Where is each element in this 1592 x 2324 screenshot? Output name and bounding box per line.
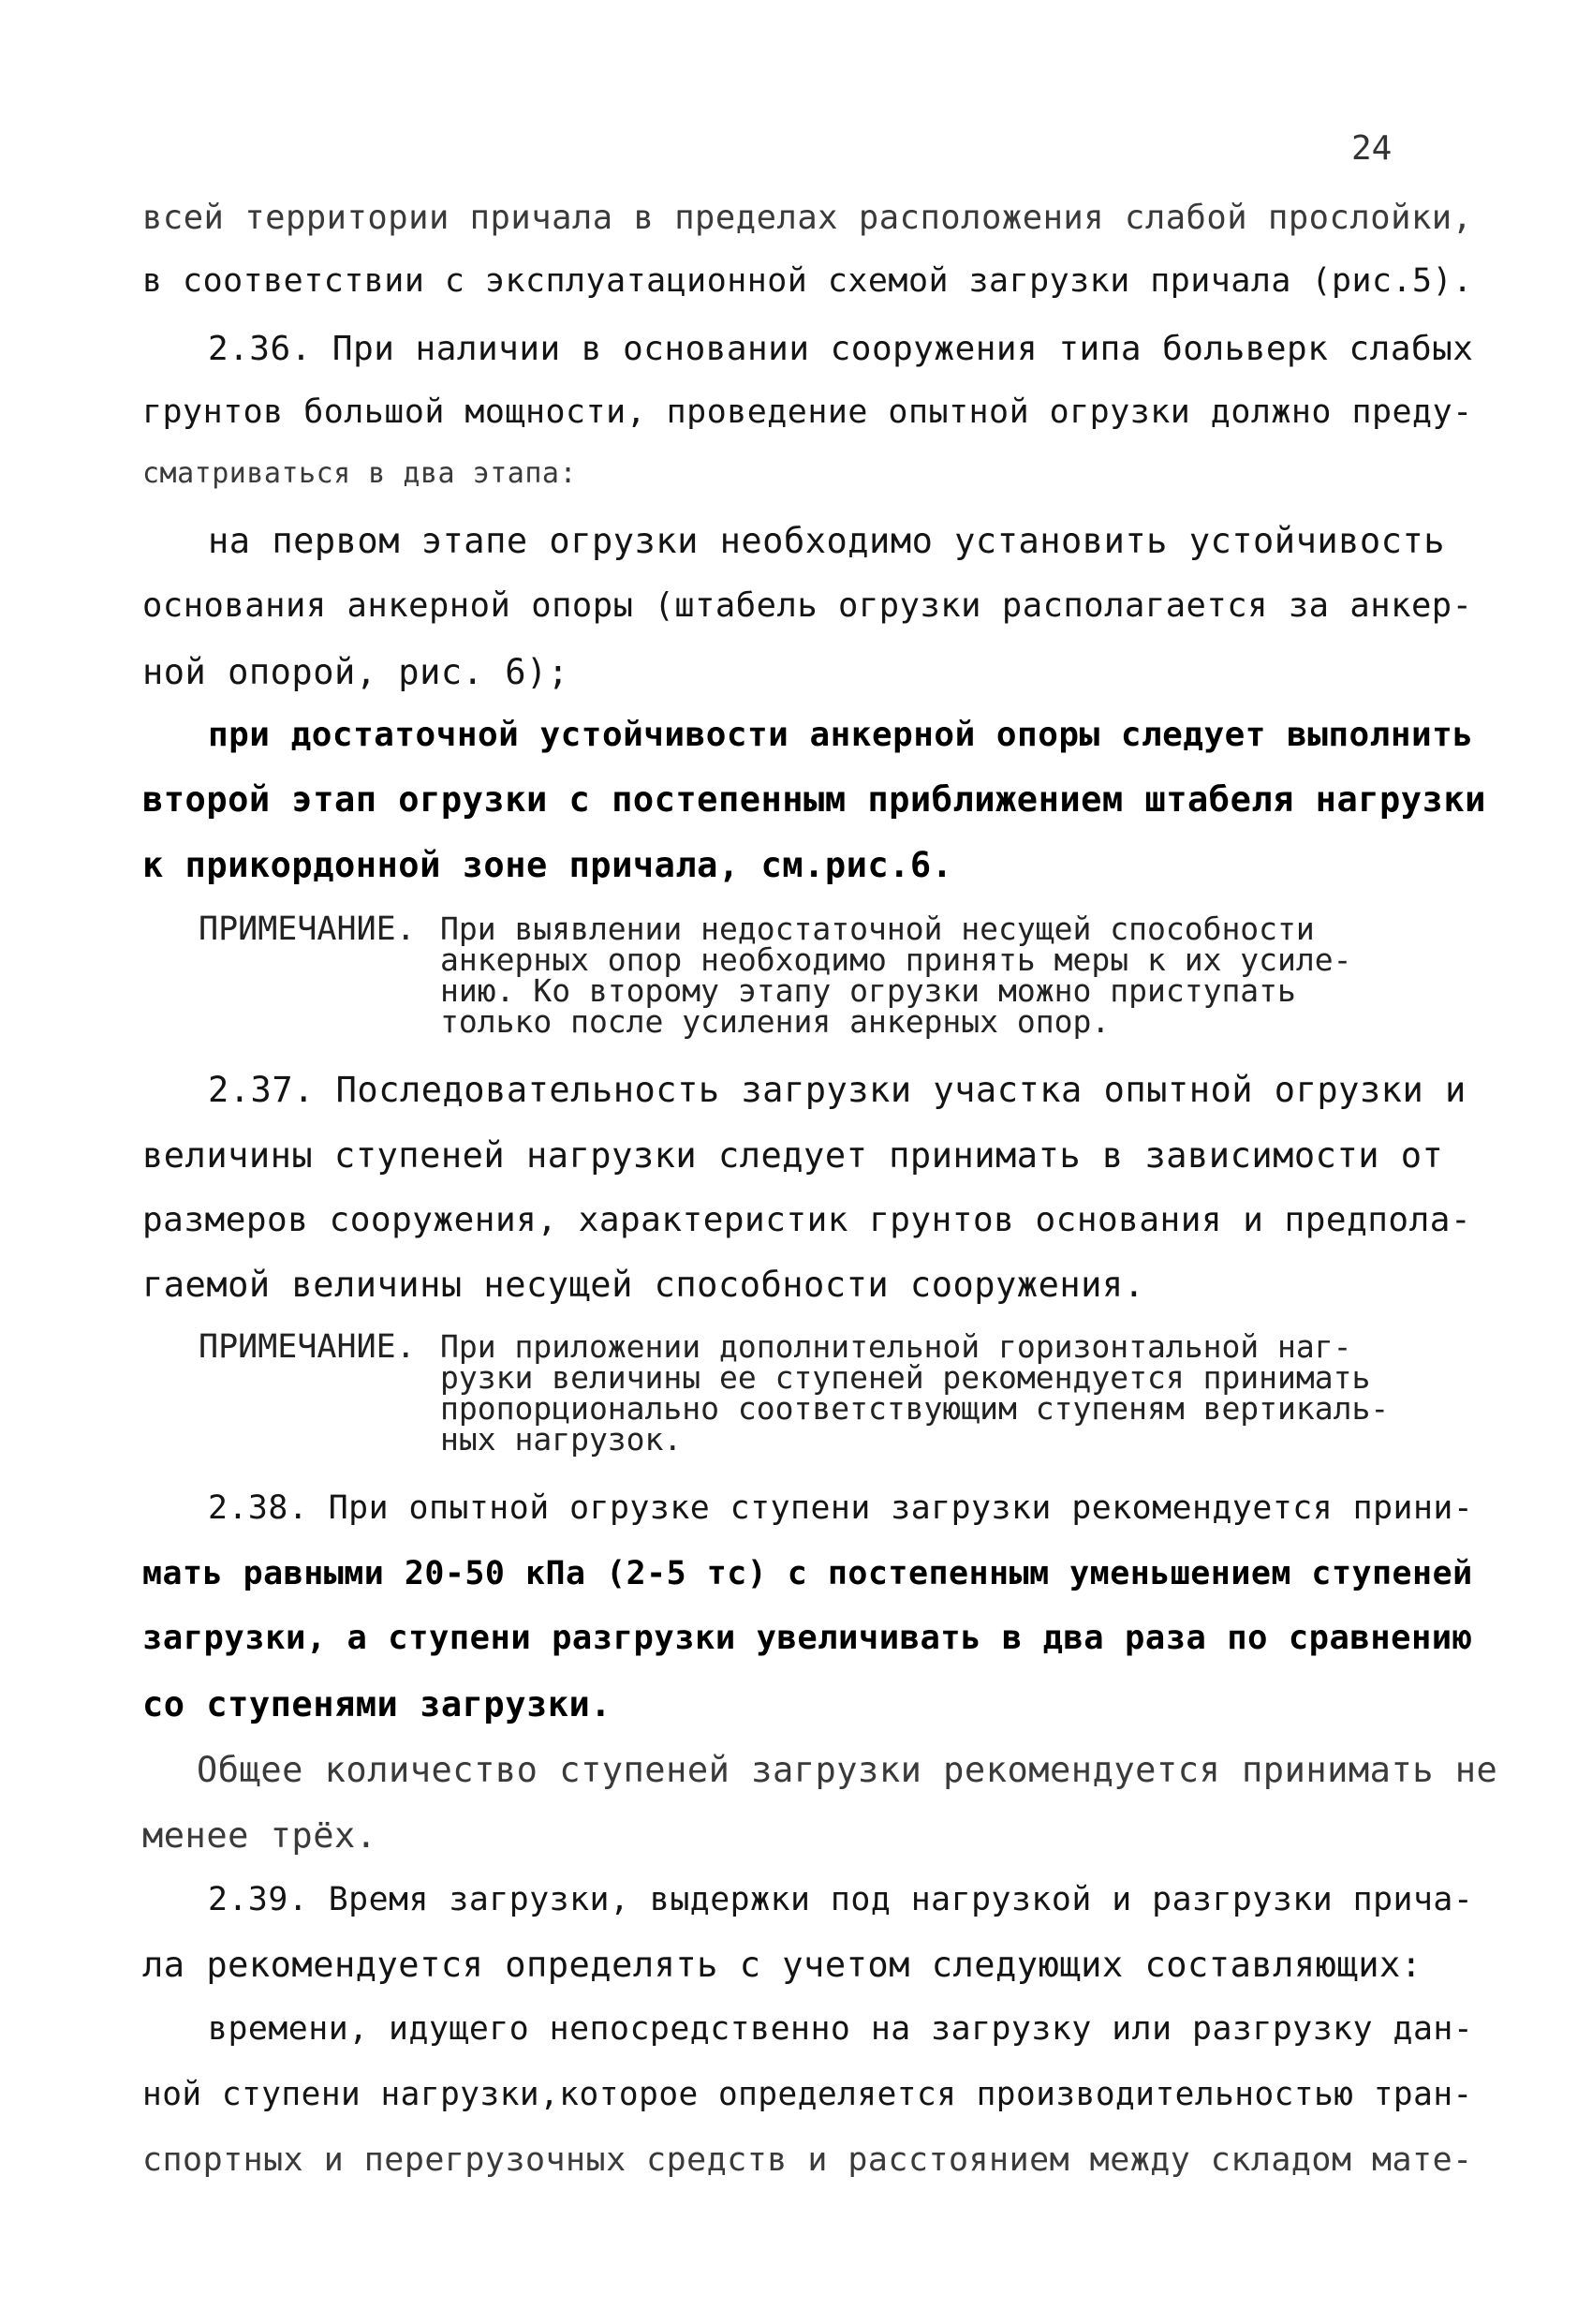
text-line: 2.37. Последовательность загрузки участка опытной огрузки и <box>208 1070 1467 1110</box>
text-line: ной опорой, рис. 6); <box>142 652 569 692</box>
note-line: анкерных опор необходимо принять меры к их усиле- <box>440 941 1352 978</box>
text-line: на первом этапе огрузки необходимо установить устойчивость <box>208 521 1446 561</box>
text-line: в соответствии с эксплуатационной схемой загрузки причала (рис.5). <box>142 262 1473 300</box>
text-line: всей территории причала в пределах расположения слабой прослойки, <box>142 199 1473 237</box>
note-line: нию. Ко второму этапу огрузки можно приступать <box>440 972 1296 1009</box>
text-line: величины ступеней нагрузки следует принимать в зависимости от <box>142 1135 1444 1176</box>
text-line: 2.39. Время загрузки, выдержки под нагрузкой и разгрузки прича- <box>208 1881 1474 1918</box>
text-line: ла рекомендуется определять с учетом следующих составляющих: <box>142 1945 1422 1985</box>
text-line: размеров сооружения, характеристик грунтов основания и предпола- <box>142 1201 1472 1239</box>
text-line: сматриваться в два этапа: <box>142 457 578 490</box>
note-line: пропорционально соответствующим ступеням вертикаль- <box>440 1390 1390 1427</box>
text-line: второй этап огрузки с постепенным приближением штабеля нагрузки <box>142 779 1486 820</box>
text-line: при достаточной устойчивости анкерной опоры следует выполнить <box>208 716 1474 754</box>
text-line: времени, идущего непосредственно на загрузку или разгрузку дан- <box>208 2010 1474 2048</box>
text-line: ной ступени нагрузки,которое определяется производительностью тран- <box>142 2076 1473 2113</box>
text-line: грунтов большой мощности, проведение опытной огрузки должно преду- <box>142 393 1473 431</box>
note-line: только после усиления анкерных опор. <box>440 1003 1111 1040</box>
text-line: Общее количество ступеней загрузки рекомендуется принимать не <box>197 1750 1498 1790</box>
note-line: При выявлении недостаточной несущей способности <box>440 910 1315 947</box>
page-number: 24 <box>1351 129 1393 168</box>
text-line: менее трёх. <box>142 1815 377 1856</box>
note-line: рузки величины ее ступеней рекомендуется принимать <box>440 1359 1371 1396</box>
note-line: При приложении дополнительной горизонтальной наг- <box>440 1328 1352 1365</box>
text-line: загрузки, а ступени разгрузки увеличивать в два раза по сравнению <box>142 1619 1473 1657</box>
note-label: ПРИМЕЧАНИЕ. <box>199 1328 416 1366</box>
text-line: спортных и перегрузочных средств и расстоянием между складом мате- <box>142 2141 1473 2179</box>
text-line: мать равными 20-50 кПа (2-5 тс) с постепенным уменьшением ступеней <box>142 1555 1473 1592</box>
text-line: основания анкерной опоры (штабель огрузки располагается за анкер- <box>142 586 1473 625</box>
text-line: к прикордонной зоне причала, см.рис.6. <box>142 845 953 885</box>
text-line: 2.38. При опытной огрузке ступени загрузки рекомендуется прини- <box>208 1489 1474 1527</box>
text-line: гаемой величины несущей способности сооружения. <box>142 1265 1145 1305</box>
note-label: ПРИМЕЧАНИЕ. <box>199 910 416 948</box>
text-line: со ступенями загрузки. <box>142 1684 612 1724</box>
text-line: 2.36. При наличии в основании сооружения типа больверк слабых <box>208 330 1474 368</box>
note-line: ных нагрузок. <box>440 1421 683 1458</box>
